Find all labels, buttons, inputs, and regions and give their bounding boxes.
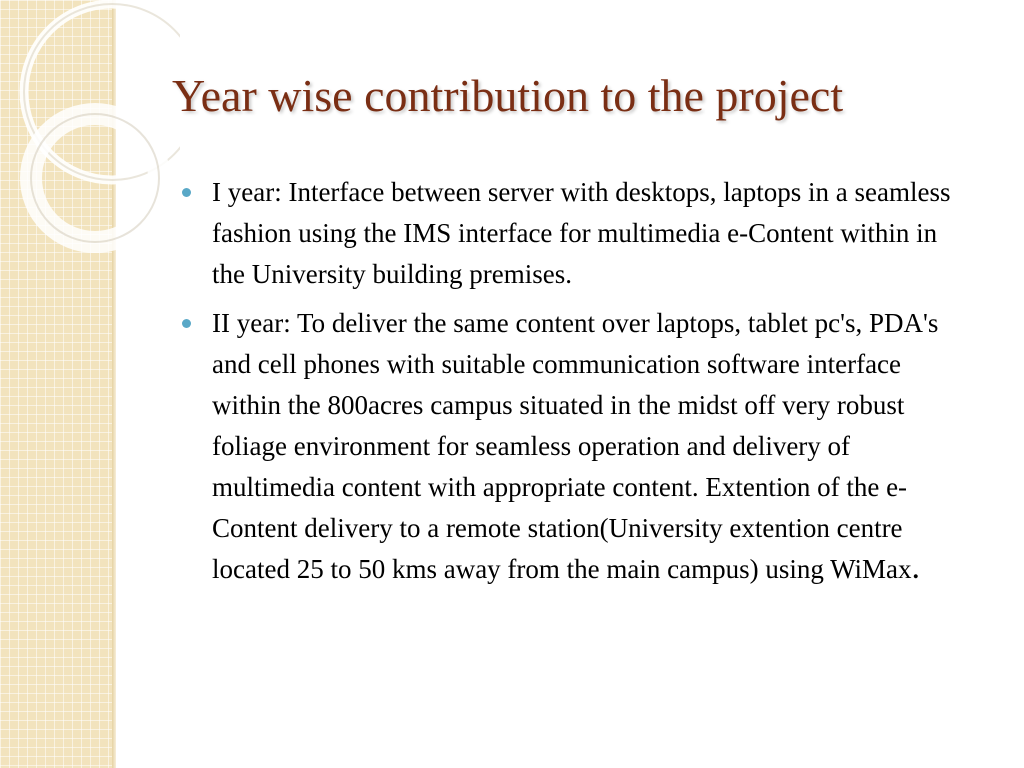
bullet-text: II year: To deliver the same content over laptops, tablet pc's, PDA's and cell phones with suitable communication software interface within the 800acres campus situated in the midst off very robust foliage environment for seamless operation and delivery of multimedia content with appropriate content. Extention of the e-Content delivery to a remote station(University extention centre located 25 to 50 kms away from the main campus) using WiMax: [212, 308, 939, 584]
slide-title: Year wise contribution to the project: [172, 70, 844, 121]
bullet-item-year-1: [182, 172, 972, 295]
bullet-list: [182, 172, 972, 598]
bullet-trailing-period: .: [911, 549, 921, 586]
decorative-rings-icon: [0, 0, 180, 260]
bullet-item-year-2: [182, 303, 972, 590]
bullet-dot-icon: [182, 188, 191, 197]
bullet-text: I year: Interface between server with desktops, laptops in a seamless fashion using the IMS interface for multimedia e-Content within in the University building premises.: [212, 177, 951, 289]
bullet-dot-icon: [182, 319, 191, 328]
